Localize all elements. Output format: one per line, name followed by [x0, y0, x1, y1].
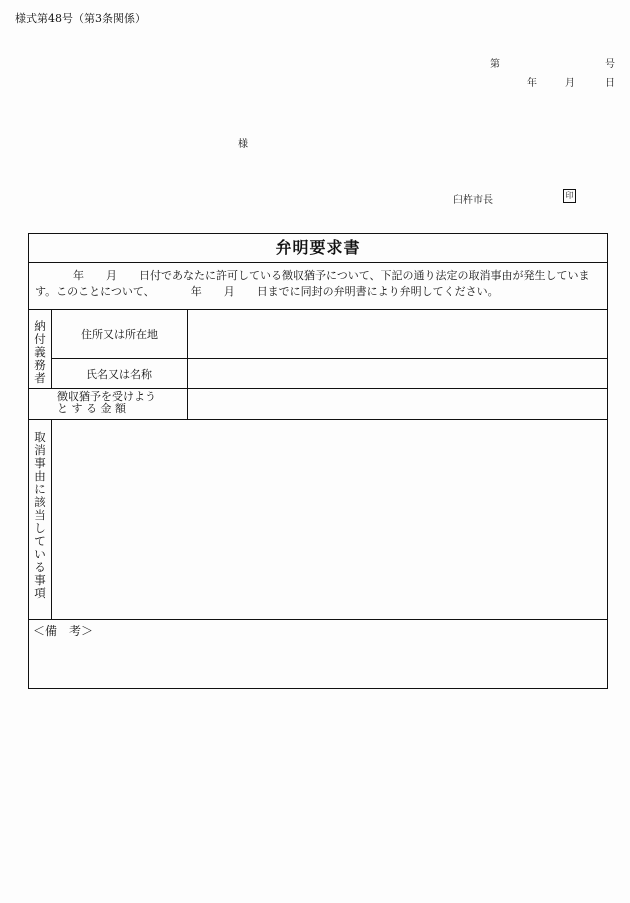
column-divider: [187, 309, 188, 419]
date-day-label: 日: [605, 78, 615, 89]
amount-label-line-1: 徴収猶予を受けよう: [57, 390, 156, 403]
notes-label: ＜備 考＞: [33, 624, 94, 638]
address-label: 住所又は所在地: [81, 328, 158, 341]
addressee-suffix: 様: [238, 139, 248, 150]
intro-month-2: 月: [223, 285, 235, 298]
intro-text-2: 日までに同封の弁明書により弁明してください。: [256, 285, 499, 298]
document-number-suffix: 号: [605, 59, 615, 70]
column-divider: [51, 309, 52, 388]
intro-month: 月: [106, 269, 117, 282]
request-form-table: [28, 233, 608, 689]
document-number-prefix: 第: [490, 59, 500, 70]
issuer-title: 臼杵市長: [453, 195, 493, 206]
amount-label: [57, 391, 156, 415]
form-number: 様式第48号（第3条関係）: [15, 12, 146, 25]
taxpayer-vertical-label: 納付義務者: [34, 319, 46, 385]
cancel-reason-vertical-label: 取消事由に該当している事項: [34, 430, 46, 600]
row-divider: [29, 619, 607, 620]
row-divider: [29, 419, 607, 420]
intro-year: 年: [73, 269, 84, 282]
date-year-label: 年: [527, 78, 537, 89]
column-divider: [51, 419, 52, 619]
form-title: 弁明要求書: [29, 234, 607, 263]
row-divider: [29, 309, 607, 310]
seal-mark: 印: [563, 189, 576, 203]
amount-label-line-2: と す る 金 額: [57, 402, 126, 415]
date-month-label: 月: [565, 78, 575, 89]
row-divider: [29, 388, 607, 389]
row-divider: [51, 358, 607, 359]
intro-paragraph: [35, 268, 601, 300]
intro-text-1: 日付であなたに許可している徴収猶予について、下記の通り法定の取消事由が発生しています。このことについて、: [35, 269, 590, 298]
name-label: 氏名又は名称: [86, 368, 152, 381]
intro-year-2: 年: [190, 285, 202, 298]
